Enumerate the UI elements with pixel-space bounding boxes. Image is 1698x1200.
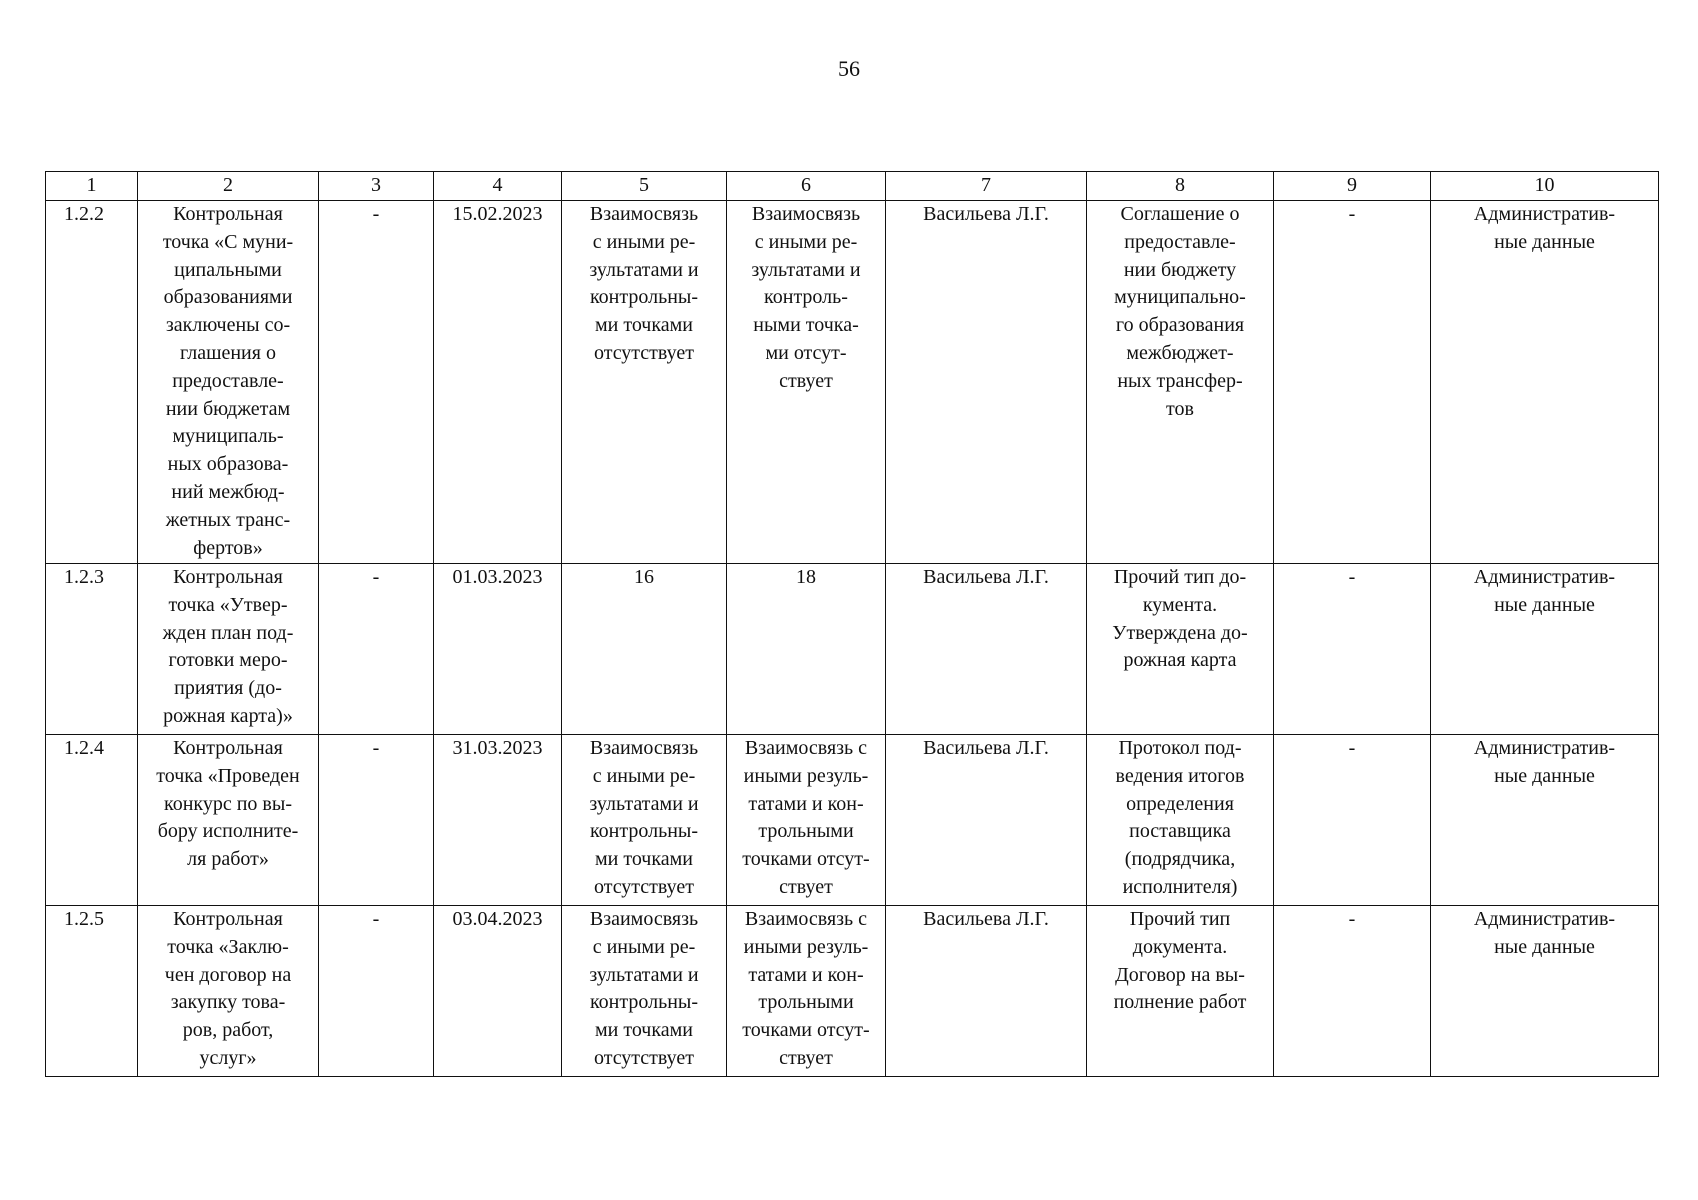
- date-cell: 03.04.2023: [434, 906, 562, 1077]
- cell-line: зультатами и: [589, 792, 699, 815]
- cell-line: контрольны-: [589, 286, 699, 309]
- responsible-person: Васильева Л.Г.: [886, 564, 1087, 735]
- cell-line: трольными: [758, 991, 854, 1014]
- date-cell: 01.03.2023: [434, 564, 562, 735]
- column-9-value: -: [1274, 201, 1431, 564]
- responsible-person: Васильева Л.Г.: [886, 735, 1087, 906]
- cell-line: контрольны-: [589, 820, 699, 843]
- cell-line: предоставле-: [172, 369, 284, 392]
- cell-line: определения: [1126, 792, 1234, 815]
- control-points-table: [45, 171, 1659, 1077]
- cell-line: Взаимосвязь: [589, 908, 699, 930]
- cell-line: Соглашение о: [1120, 203, 1240, 225]
- cell-line: иными резуль-: [743, 935, 869, 958]
- document-type: [1087, 201, 1274, 564]
- cell-line: ных образова-: [167, 453, 289, 476]
- cell-line: отсутствует: [593, 1046, 695, 1069]
- column-6-value: [727, 735, 886, 906]
- page-number: 56: [838, 56, 860, 81]
- column-3-value: -: [319, 906, 434, 1077]
- header-row: [46, 172, 1659, 201]
- cell-line: с иными ре-: [592, 764, 696, 787]
- cell-line: татами и кон-: [748, 792, 864, 815]
- column-header: 6: [727, 172, 886, 201]
- cell-line: Взаимосвязь с: [744, 908, 868, 930]
- data-source: [1431, 735, 1659, 906]
- cell-line: бору исполните-: [157, 820, 299, 843]
- cell-line: Административ-: [1473, 203, 1616, 225]
- cell-line: (подрядчика,: [1124, 848, 1236, 871]
- cell-line: точка «Утвер-: [168, 593, 288, 616]
- cell-line: Протокол под-: [1118, 737, 1242, 759]
- cell-line: тов: [1166, 397, 1194, 420]
- date-cell: 31.03.2023: [434, 735, 562, 906]
- row-number: 1.2.5: [46, 906, 138, 1077]
- cell-line: Прочий тип: [1129, 908, 1231, 930]
- cell-line: с иными ре-: [592, 935, 696, 958]
- cell-line: приятия (до-: [174, 677, 282, 700]
- table-row: [46, 564, 1659, 735]
- column-header: 8: [1087, 172, 1274, 201]
- cell-line: иными резуль-: [743, 764, 869, 787]
- cell-line: полнение работ: [1113, 991, 1247, 1014]
- cell-line: трольными: [758, 820, 854, 843]
- cell-line: Контрольная: [173, 566, 283, 588]
- column-6-value: [727, 906, 886, 1077]
- cell-line: Контрольная: [173, 203, 283, 225]
- cell-line: го образования: [1115, 314, 1245, 337]
- cell-line: ных трансфер-: [1117, 369, 1243, 392]
- responsible-person: Васильева Л.Г.: [886, 906, 1087, 1077]
- cell-line: ствует: [779, 1046, 833, 1069]
- cell-line: ствует: [779, 875, 833, 898]
- row-number: 1.2.2: [46, 201, 138, 564]
- cell-line: Взаимосвязь: [751, 203, 861, 225]
- cell-line: Административ-: [1473, 566, 1616, 588]
- cell-line: зультатами и: [751, 258, 861, 281]
- column-5-value: [562, 906, 727, 1077]
- cell-line: фертов»: [193, 536, 263, 559]
- column-header: 7: [886, 172, 1087, 201]
- cell-line: ведения итогов: [1115, 764, 1245, 787]
- cell-line: глашения о: [180, 341, 276, 364]
- cell-line: татами и кон-: [748, 963, 864, 986]
- cell-line: отсутствует: [593, 875, 695, 898]
- cell-line: Контрольная: [173, 737, 283, 759]
- cell-line: образованиями: [163, 286, 293, 309]
- document-type: [1087, 906, 1274, 1077]
- column-3-value: -: [319, 735, 434, 906]
- column-5-value: [562, 735, 727, 906]
- cell-line: нии бюджетам: [165, 397, 291, 420]
- document-type: [1087, 735, 1274, 906]
- cell-line: Контрольная: [173, 908, 283, 930]
- cell-line: ров, работ,: [182, 1019, 274, 1042]
- cell-line: жетных транс-: [165, 508, 291, 531]
- cell-line: предоставле-: [1124, 230, 1236, 253]
- control-point-name: [138, 564, 319, 735]
- table-row: [46, 201, 1659, 564]
- cell-line: зультатами и: [589, 963, 699, 986]
- column-5-value: [562, 564, 727, 735]
- cell-line: Административ-: [1473, 737, 1616, 759]
- row-number: 1.2.3: [46, 564, 138, 735]
- cell-line: ные данные: [1494, 764, 1595, 787]
- cell-line: муниципаль-: [172, 425, 284, 448]
- cell-line: ные данные: [1494, 230, 1595, 253]
- cell-line: точками отсут-: [742, 1019, 870, 1042]
- cell-line: рожная карта)»: [163, 704, 293, 727]
- cell-line: ципальными: [174, 258, 282, 281]
- cell-line: исполнителя): [1122, 875, 1238, 898]
- control-point-name: [138, 201, 319, 564]
- control-point-name: [138, 735, 319, 906]
- cell-line: контрольны-: [589, 991, 699, 1014]
- cell-line: заключены со-: [165, 314, 291, 337]
- column-9-value: -: [1274, 564, 1431, 735]
- cell-line: нии бюджету: [1123, 258, 1237, 281]
- row-number: 1.2.4: [46, 735, 138, 906]
- table-row: [46, 735, 1659, 906]
- cell-line: жден план под-: [162, 621, 294, 644]
- cell-line: готовки меро-: [168, 649, 288, 672]
- column-header: 5: [562, 172, 727, 201]
- cell-line: Взаимосвязь с: [744, 737, 868, 759]
- column-header: 10: [1431, 172, 1659, 201]
- cell-line: контроль-: [764, 286, 848, 309]
- data-source: [1431, 564, 1659, 735]
- cell-line: ные данные: [1494, 593, 1595, 616]
- cell-line: поставщика: [1129, 820, 1231, 843]
- column-header: 3: [319, 172, 434, 201]
- cell-line: конкурс по вы-: [164, 792, 292, 815]
- cell-line: Административ-: [1473, 908, 1616, 930]
- column-6-value: [727, 201, 886, 564]
- cell-line: ми точками: [594, 314, 694, 337]
- column-header: 2: [138, 172, 319, 201]
- cell-line: с иными ре-: [754, 230, 858, 253]
- cell-line: точка «Заклю-: [167, 935, 289, 958]
- cell-line: 18: [796, 566, 816, 588]
- date-cell: 15.02.2023: [434, 201, 562, 564]
- cell-line: ми точками: [594, 1019, 694, 1042]
- cell-line: отсутствует: [593, 341, 695, 364]
- column-header: 9: [1274, 172, 1431, 201]
- cell-line: ствует: [779, 369, 833, 392]
- cell-line: закупку това-: [170, 991, 286, 1014]
- cell-line: межбюджет-: [1126, 341, 1234, 364]
- cell-line: зультатами и: [589, 258, 699, 281]
- data-source: [1431, 201, 1659, 564]
- cell-line: ми отсут-: [765, 341, 847, 364]
- column-header: 1: [46, 172, 138, 201]
- cell-line: 16: [634, 566, 654, 588]
- cell-line: кумента.: [1142, 593, 1218, 616]
- column-3-value: -: [319, 564, 434, 735]
- cell-line: Утверждена до-: [1112, 621, 1248, 644]
- cell-line: ля работ»: [187, 848, 269, 871]
- cell-line: ными точка-: [753, 314, 859, 337]
- cell-line: с иными ре-: [592, 230, 696, 253]
- cell-line: ний межбюд-: [171, 480, 285, 503]
- responsible-person: Васильева Л.Г.: [886, 201, 1087, 564]
- column-9-value: -: [1274, 906, 1431, 1077]
- cell-line: точка «Проведен: [156, 764, 300, 787]
- cell-line: документа.: [1132, 935, 1228, 958]
- control-point-name: [138, 906, 319, 1077]
- column-5-value: [562, 201, 727, 564]
- table-row: [46, 906, 1659, 1077]
- cell-line: Взаимосвязь: [589, 737, 699, 759]
- data-source: [1431, 906, 1659, 1077]
- cell-line: рожная карта: [1123, 649, 1237, 672]
- column-9-value: -: [1274, 735, 1431, 906]
- cell-line: чен договор на: [164, 963, 292, 986]
- cell-line: Взаимосвязь: [589, 203, 699, 225]
- column-header: 4: [434, 172, 562, 201]
- column-3-value: -: [319, 201, 434, 564]
- cell-line: муниципально-: [1114, 286, 1246, 309]
- cell-line: Договор на вы-: [1115, 963, 1245, 986]
- cell-line: услуг»: [199, 1046, 257, 1069]
- cell-line: точками отсут-: [742, 848, 870, 871]
- column-6-value: [727, 564, 886, 735]
- cell-line: ми точками: [594, 848, 694, 871]
- cell-line: точка «С муни-: [162, 230, 294, 253]
- document-type: [1087, 564, 1274, 735]
- cell-line: Прочий тип до-: [1113, 566, 1247, 588]
- cell-line: ные данные: [1494, 935, 1595, 958]
